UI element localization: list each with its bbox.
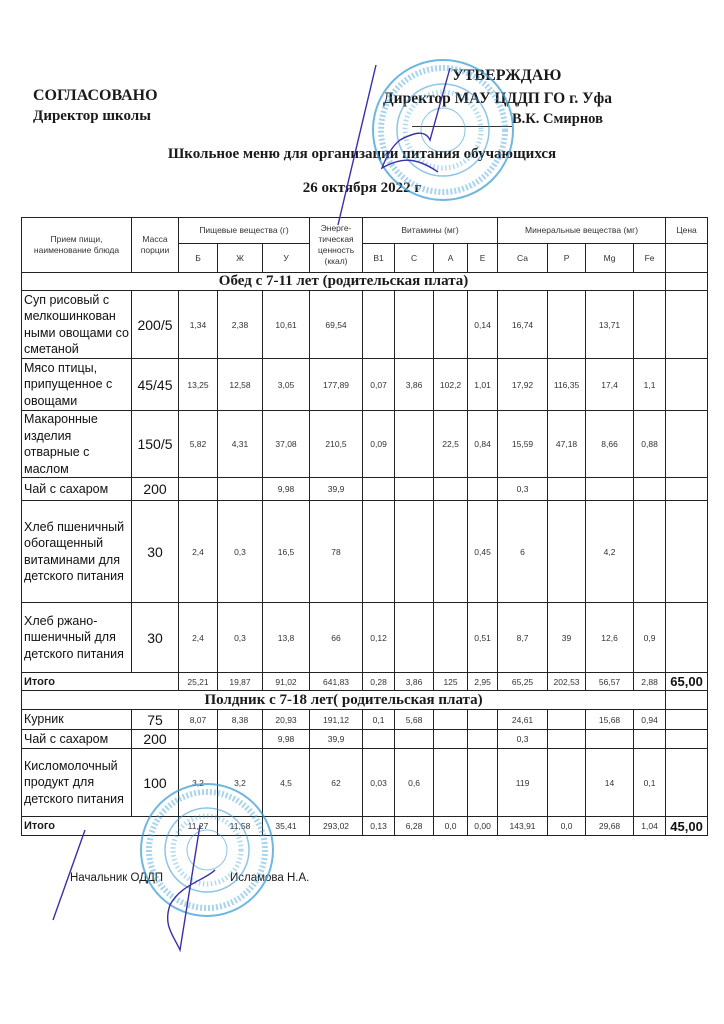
value-e: 0,14 — [468, 291, 498, 359]
total-ca: 65,25 — [498, 673, 548, 691]
value-ca: 0,3 — [498, 730, 548, 749]
header-price: Цена — [666, 218, 708, 244]
value-b: 5,82 — [179, 411, 218, 478]
value-a — [434, 291, 468, 359]
section-title: Полдник с 7-18 лет( родительская плата) — [22, 691, 666, 710]
value-a — [434, 749, 468, 817]
header-b1: В1 — [363, 244, 395, 273]
footer-name: Исламова Н.А. — [230, 872, 310, 884]
value-ca: 8,7 — [498, 603, 548, 673]
value-fe: 0,88 — [634, 411, 666, 478]
value-kcal: 39,9 — [310, 730, 363, 749]
value-u: 9,98 — [263, 478, 310, 501]
dish-name: Чай с сахаром — [22, 478, 132, 501]
value-ca: 15,59 — [498, 411, 548, 478]
value-c — [395, 603, 434, 673]
header-e: Е — [468, 244, 498, 273]
total-a: 0,0 — [434, 817, 468, 836]
dish-mass: 200 — [132, 730, 179, 749]
total-row — [22, 673, 708, 691]
total-u: 91,02 — [263, 673, 310, 691]
value-zh: 8,38 — [218, 710, 263, 730]
price-cell — [666, 603, 708, 673]
value-e: 0,84 — [468, 411, 498, 478]
value-b1: 0,09 — [363, 411, 395, 478]
value-b: 1,34 — [179, 291, 218, 359]
value-fe: 0,94 — [634, 710, 666, 730]
header-p: Р — [548, 244, 586, 273]
table-row — [22, 291, 708, 359]
header-mass: Масса порции — [132, 218, 179, 273]
table-row — [22, 359, 708, 411]
section-row — [22, 273, 708, 291]
value-e — [468, 710, 498, 730]
section-row — [22, 691, 708, 710]
value-a — [434, 710, 468, 730]
head-signature-icon — [45, 825, 245, 955]
total-label: Итого — [22, 673, 179, 691]
total-a: 125 — [434, 673, 468, 691]
value-b: 13,25 — [179, 359, 218, 411]
total-e: 0,00 — [468, 817, 498, 836]
value-u: 9,98 — [263, 730, 310, 749]
signature-line — [412, 126, 512, 127]
value-u: 4,5 — [263, 749, 310, 817]
total-b1: 0,28 — [363, 673, 395, 691]
value-kcal: 66 — [310, 603, 363, 673]
director-signature-icon — [330, 60, 470, 230]
table-row — [22, 710, 708, 730]
price-cell — [666, 411, 708, 478]
document-title: Школьное меню для организации питания обучающихся — [167, 146, 557, 162]
header-price-empty — [666, 244, 708, 273]
value-u: 37,08 — [263, 411, 310, 478]
value-c: 5,68 — [395, 710, 434, 730]
table-row — [22, 730, 708, 749]
value-mg: 14 — [586, 749, 634, 817]
total-price: 45,00 — [666, 817, 708, 836]
value-p — [548, 291, 586, 359]
value-ca: 17,92 — [498, 359, 548, 411]
value-zh — [218, 730, 263, 749]
section-title: Обед с 7-11 лет (родительская плата) — [22, 273, 666, 291]
value-e: 1,01 — [468, 359, 498, 411]
value-b: 3,2 — [179, 749, 218, 817]
footer-position: Начальник ОДДП — [70, 872, 164, 884]
value-kcal: 69,54 — [310, 291, 363, 359]
header-carbs: У — [263, 244, 310, 273]
dish-mass: 100 — [132, 749, 179, 817]
header-mg: Mg — [586, 244, 634, 273]
dish-mass: 45/45 — [132, 359, 179, 411]
value-b: 8,07 — [179, 710, 218, 730]
value-c — [395, 478, 434, 501]
total-b1: 0,13 — [363, 817, 395, 836]
price-cell — [666, 749, 708, 817]
value-b1 — [363, 291, 395, 359]
header-energy: Энерге-тическая ценность (ккал) — [310, 218, 363, 273]
value-kcal: 62 — [310, 749, 363, 817]
total-p: 0,0 — [548, 817, 586, 836]
price-cell — [666, 273, 708, 291]
value-e: 0,45 — [468, 501, 498, 603]
value-zh: 0,3 — [218, 501, 263, 603]
value-c — [395, 730, 434, 749]
dish-name: Хлеб ржано-пшеничный для детского питания — [22, 603, 132, 673]
value-zh: 0,3 — [218, 603, 263, 673]
value-b — [179, 730, 218, 749]
value-e: 0,51 — [468, 603, 498, 673]
value-fe — [634, 291, 666, 359]
header-a: А — [434, 244, 468, 273]
table-row — [22, 501, 708, 603]
value-p — [548, 749, 586, 817]
header-c: С — [395, 244, 434, 273]
header-ca: Са — [498, 244, 548, 273]
total-zh: 19,87 — [218, 673, 263, 691]
value-a — [434, 603, 468, 673]
total-ca: 143,91 — [498, 817, 548, 836]
dish-mass: 200/5 — [132, 291, 179, 359]
table-row — [22, 603, 708, 673]
dish-mass: 75 — [132, 710, 179, 730]
value-zh: 3,2 — [218, 749, 263, 817]
price-cell — [666, 501, 708, 603]
value-b — [179, 478, 218, 501]
header-vitamins: Витамины (мг) — [363, 218, 498, 244]
value-zh: 12,58 — [218, 359, 263, 411]
value-e — [468, 478, 498, 501]
value-b1: 0,12 — [363, 603, 395, 673]
header-protein: Б — [179, 244, 218, 273]
total-row — [22, 817, 708, 836]
price-cell — [666, 359, 708, 411]
value-mg: 13,71 — [586, 291, 634, 359]
value-p — [548, 478, 586, 501]
value-u: 10,61 — [263, 291, 310, 359]
value-mg: 12,6 — [586, 603, 634, 673]
value-u: 20,93 — [263, 710, 310, 730]
value-fe: 0,1 — [634, 749, 666, 817]
value-a — [434, 501, 468, 603]
price-cell — [666, 291, 708, 359]
value-b1 — [363, 478, 395, 501]
value-fe — [634, 730, 666, 749]
value-fe: 0,9 — [634, 603, 666, 673]
value-b1: 0,1 — [363, 710, 395, 730]
dish-name: Суп рисовый с мелкошинкован ными овощами со сметаной — [22, 291, 132, 359]
total-p: 202,53 — [548, 673, 586, 691]
value-p — [548, 710, 586, 730]
table-row — [22, 478, 708, 501]
dish-mass: 30 — [132, 603, 179, 673]
value-u: 3,05 — [263, 359, 310, 411]
total-fe: 1,04 — [634, 817, 666, 836]
value-mg — [586, 478, 634, 501]
value-kcal: 78 — [310, 501, 363, 603]
value-fe — [634, 501, 666, 603]
value-a: 22,5 — [434, 411, 468, 478]
total-zh: 11,58 — [218, 817, 263, 836]
approval-right-title: УТВЕРЖДАЮ — [452, 67, 562, 84]
value-p: 39 — [548, 603, 586, 673]
header-fat: Ж — [218, 244, 263, 273]
value-a — [434, 730, 468, 749]
price-cell — [666, 691, 708, 710]
approval-right-name: В.К. Смирнов — [512, 111, 603, 127]
value-ca: 0,3 — [498, 478, 548, 501]
dish-mass: 200 — [132, 478, 179, 501]
value-b1: 0,03 — [363, 749, 395, 817]
header-meal: Прием пищи, наименование блюда — [22, 218, 132, 273]
value-b1 — [363, 501, 395, 603]
total-fe: 2,88 — [634, 673, 666, 691]
value-c — [395, 411, 434, 478]
value-p — [548, 730, 586, 749]
value-a: 102,2 — [434, 359, 468, 411]
value-ca: 6 — [498, 501, 548, 603]
value-kcal: 210,5 — [310, 411, 363, 478]
value-e — [468, 749, 498, 817]
value-zh — [218, 478, 263, 501]
price-cell — [666, 730, 708, 749]
approval-right-subtitle: Директор МАУ ЦДДП ГО г. Уфа — [383, 90, 613, 107]
dish-name: Чай с сахаром — [22, 730, 132, 749]
value-ca: 16,74 — [498, 291, 548, 359]
value-u: 13,8 — [263, 603, 310, 673]
value-c — [395, 501, 434, 603]
header-nutrients: Пищевые вещества (г) — [179, 218, 310, 244]
value-b1: 0,07 — [363, 359, 395, 411]
value-p — [548, 501, 586, 603]
value-p: 116,35 — [548, 359, 586, 411]
value-a — [434, 478, 468, 501]
value-zh: 4,31 — [218, 411, 263, 478]
value-p: 47,18 — [548, 411, 586, 478]
menu-table — [21, 217, 708, 836]
value-c: 0,6 — [395, 749, 434, 817]
total-mg: 56,57 — [586, 673, 634, 691]
header-fe: Fe — [634, 244, 666, 273]
total-label: Итого — [22, 817, 179, 836]
total-kcal: 293,02 — [310, 817, 363, 836]
value-kcal: 191,12 — [310, 710, 363, 730]
dish-name: Кисломолочный продукт для детского питания — [22, 749, 132, 817]
total-c: 6,28 — [395, 817, 434, 836]
dish-name: Макаронные изделия отварные с маслом — [22, 411, 132, 478]
value-fe — [634, 478, 666, 501]
dish-name: Мясо птицы, припущенное с овощами — [22, 359, 132, 411]
dish-name: Хлеб пшеничный обогащенный витаминами для детского питания — [22, 501, 132, 603]
approval-left-subtitle: Директор школы — [33, 108, 151, 124]
value-mg — [586, 730, 634, 749]
total-c: 3,86 — [395, 673, 434, 691]
value-kcal: 39,9 — [310, 478, 363, 501]
value-zh: 2,38 — [218, 291, 263, 359]
total-b: 11,27 — [179, 817, 218, 836]
value-c — [395, 291, 434, 359]
value-e — [468, 730, 498, 749]
dish-mass: 30 — [132, 501, 179, 603]
document-date: 26 октября 2022 г — [302, 180, 422, 196]
value-mg: 15,68 — [586, 710, 634, 730]
value-fe: 1,1 — [634, 359, 666, 411]
table-row — [22, 411, 708, 478]
price-cell — [666, 478, 708, 501]
value-u: 16,5 — [263, 501, 310, 603]
value-ca: 119 — [498, 749, 548, 817]
value-kcal: 177,89 — [310, 359, 363, 411]
dish-mass: 150/5 — [132, 411, 179, 478]
total-e: 2,95 — [468, 673, 498, 691]
value-c: 3,86 — [395, 359, 434, 411]
value-mg: 17,4 — [586, 359, 634, 411]
total-u: 35,41 — [263, 817, 310, 836]
value-b1 — [363, 730, 395, 749]
total-kcal: 641,83 — [310, 673, 363, 691]
total-price: 65,00 — [666, 673, 708, 691]
approval-left-title: СОГЛАСОВАНО — [33, 87, 158, 104]
table-row — [22, 749, 708, 817]
value-b: 2,4 — [179, 603, 218, 673]
value-b: 2,4 — [179, 501, 218, 603]
price-cell — [666, 710, 708, 730]
value-mg: 8,66 — [586, 411, 634, 478]
header-minerals: Минеральные вещества (мг) — [498, 218, 666, 244]
total-b: 25,21 — [179, 673, 218, 691]
dish-name: Курник — [22, 710, 132, 730]
value-mg: 4,2 — [586, 501, 634, 603]
total-mg: 29,68 — [586, 817, 634, 836]
value-ca: 24,61 — [498, 710, 548, 730]
